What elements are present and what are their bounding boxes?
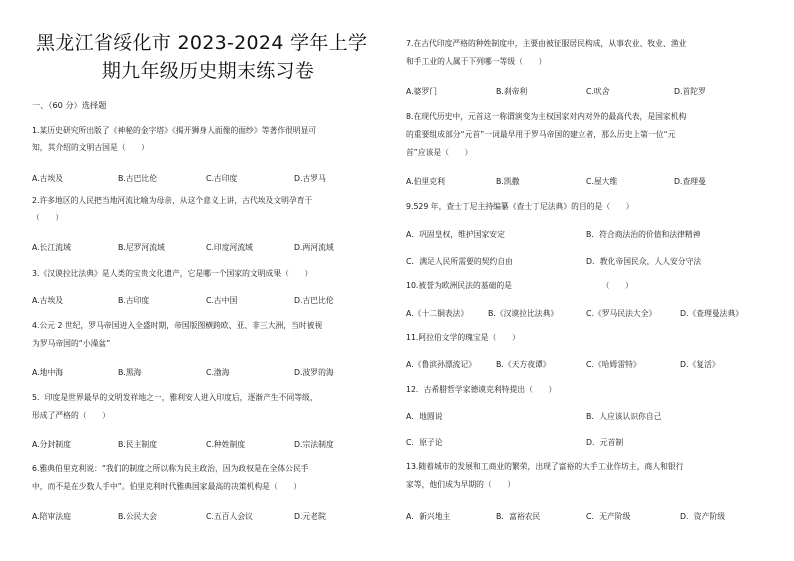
question-4-option-c: C.渤海 bbox=[206, 368, 230, 377]
question-4-option-d: D.波罗的海 bbox=[294, 368, 334, 377]
question-13-line-1: 13.随着城市的发展和工商业的繁荣，出现了富裕的大手工业作坊主，商人和银行 bbox=[406, 462, 684, 471]
question-12-option-c: C．原子论 bbox=[406, 438, 443, 447]
exam-title-line-1: 黑龙江省绥化市 2023-2024 学年上学 bbox=[36, 32, 368, 54]
question-10-line-1: 10.被誉为欧洲民法的基础的是 （ ） bbox=[406, 281, 633, 290]
question-6-line-2: 中，而不是在少数人手中”。伯里克利时代雅典国家最高的决策机构是（ ） bbox=[32, 482, 302, 491]
question-2-option-d: D.两河流域 bbox=[294, 243, 334, 252]
question-7-option-b: B.刹帝利 bbox=[496, 87, 528, 96]
question-11-option-d: D.《复活》 bbox=[680, 360, 720, 369]
question-5-option-d: D.宗法制度 bbox=[294, 440, 334, 449]
question-7-option-a: A.婆罗门 bbox=[406, 87, 438, 96]
question-3-option-b: B.古印度 bbox=[118, 296, 150, 305]
question-4-line-2: 为罗马帝国的“小澡盆” bbox=[32, 339, 111, 348]
question-11-option-c: C.《哈姆雷特》 bbox=[586, 360, 641, 369]
question-1-option-a: A.古埃及 bbox=[32, 174, 64, 183]
question-13-option-d: D．资产阶级 bbox=[680, 512, 725, 521]
question-7-line-2: 和手工业的人属于下列哪一等级（ ） bbox=[406, 57, 547, 66]
question-4-option-b: B.黑海 bbox=[118, 368, 142, 377]
question-2-option-c: C.印度河流域 bbox=[206, 243, 253, 252]
question-2-line-2: （ ） bbox=[32, 213, 64, 222]
question-13-line-2: 家等，他们成为早期的（ ） bbox=[406, 480, 516, 489]
question-7-option-c: C.吠舍 bbox=[586, 87, 610, 96]
question-8-option-c: C.屋大维 bbox=[586, 177, 618, 186]
question-12-option-a: A．地圆说 bbox=[406, 412, 443, 421]
question-9-option-d: D．教化帝国民众，人人安分守法 bbox=[586, 257, 702, 266]
question-8-line-1: 8.在现代历史中，元首这一称谓演变为主权国家对内对外的最高代表，是国家机构 bbox=[406, 112, 687, 121]
question-1-line-2: 知，其介绍的文明古国是（ ） bbox=[32, 143, 149, 152]
question-1-option-c: C.古印度 bbox=[206, 174, 238, 183]
question-2-option-b: B.尼罗河流域 bbox=[118, 243, 165, 252]
question-11-option-a: A.《鲁滨孙漂流记》 bbox=[406, 360, 477, 369]
question-5-line-1: 5．印度是世界最早的文明发祥地之一，雅利安人进入印度后，逐渐产生不同等级， bbox=[32, 393, 318, 402]
question-5-line-2: 形成了严格的（ ） bbox=[32, 411, 110, 420]
question-8-option-b: B.凯撒 bbox=[496, 177, 520, 186]
question-9-option-c: C．满足人民所需要的契约自由 bbox=[406, 257, 513, 266]
question-2-option-a: A.长江流域 bbox=[32, 243, 71, 252]
question-5-option-b: B.民主制度 bbox=[118, 440, 158, 449]
question-12-line-1: 12．古希腊哲学家德谟克利特提出（ ） bbox=[406, 385, 557, 394]
question-10-option-a: A.《十二铜表法》 bbox=[406, 309, 469, 318]
question-5-option-c: C.种姓制度 bbox=[206, 440, 246, 449]
question-1-option-b: B.古巴比伦 bbox=[118, 174, 158, 183]
question-5-option-a: A.分封制度 bbox=[32, 440, 71, 449]
question-6-option-a: A.陪审法庭 bbox=[32, 512, 71, 521]
question-13-option-b: B．富裕农民 bbox=[496, 512, 541, 521]
section-heading: 一、（60 分）选择题 bbox=[32, 100, 107, 110]
question-10-option-b: B.《汉谟拉比法典》 bbox=[488, 309, 559, 318]
question-6-option-c: C.五百人会议 bbox=[206, 512, 253, 521]
question-1-line-1: 1.某历史研究所出版了《神秘的金字塔》《揭开狮身人面像的面纱》等著作很明显可 bbox=[32, 126, 317, 135]
question-6-option-d: D.元老院 bbox=[294, 512, 326, 521]
question-3-line-1: 3.《汉谟拉比法典》是人类的宝贵文化遗产，它是哪一个国家的文明成果（ ） bbox=[32, 269, 313, 278]
question-4-line-1: 4.公元 2 世纪，罗马帝国进入全盛时期，帝国版图横跨欧、亚、非三大洲，当时被视 bbox=[32, 321, 323, 330]
question-8-line-2: 的重要组成部分“元首”一词最早用于罗马帝国的建立者，那么历史上第一位“元 bbox=[406, 130, 676, 139]
question-4-option-a: A.地中海 bbox=[32, 368, 64, 377]
question-3-option-d: D.古巴比伦 bbox=[294, 296, 334, 305]
question-10-option-c: C.《罗马民法大全》 bbox=[586, 309, 657, 318]
question-7-line-1: 7.在古代印度严格的种姓制度中，主要由被征服居民构成，从事农业、牧业、渔业 bbox=[406, 39, 687, 48]
question-12-option-b: B．人应该认识你自己 bbox=[586, 412, 662, 421]
question-2-line-1: 2.许多地区的人民把当地河流比喻为母亲，从这个意义上讲，古代埃及文明孕育于 bbox=[32, 196, 313, 205]
question-11-line-1: 11.阿拉伯文学的瑰宝是（ ） bbox=[406, 333, 520, 342]
question-6-option-b: B.公民大会 bbox=[118, 512, 158, 521]
question-7-option-d: D.首陀罗 bbox=[674, 87, 706, 96]
exam-title-line-2: 期九年级历史期末练习卷 bbox=[101, 60, 315, 82]
question-12-option-d: D．元首制 bbox=[586, 438, 624, 447]
question-3-option-a: A.古埃及 bbox=[32, 296, 64, 305]
question-9-line-1: 9.529 年，查士丁尼主持编纂《查士丁尼法典》的目的是（ ） bbox=[406, 202, 634, 211]
question-9-option-b: B．符合商法治的价值和法律精神 bbox=[586, 230, 701, 239]
question-9-option-a: A．巩固皇权，维护国家安定 bbox=[406, 230, 505, 239]
question-8-option-a: A.伯里克利 bbox=[406, 177, 445, 186]
question-13-option-a: A．新兴地主 bbox=[406, 512, 451, 521]
question-13-option-c: C．无产阶级 bbox=[586, 512, 631, 521]
question-11-option-b: B.《天方夜谭》 bbox=[496, 360, 551, 369]
question-3-option-c: C.古中国 bbox=[206, 296, 238, 305]
question-6-line-1: 6.雅典伯里克利说：“我们的制度之所以称为民主政治，因为政权是在全体公民手 bbox=[32, 464, 309, 473]
question-8-line-3: 首”应该是（ ） bbox=[406, 148, 473, 157]
question-1-option-d: D.古罗马 bbox=[294, 174, 326, 183]
question-10-option-d: D.《查理曼法典》 bbox=[680, 309, 744, 318]
question-8-option-d: D.查理曼 bbox=[674, 177, 706, 186]
